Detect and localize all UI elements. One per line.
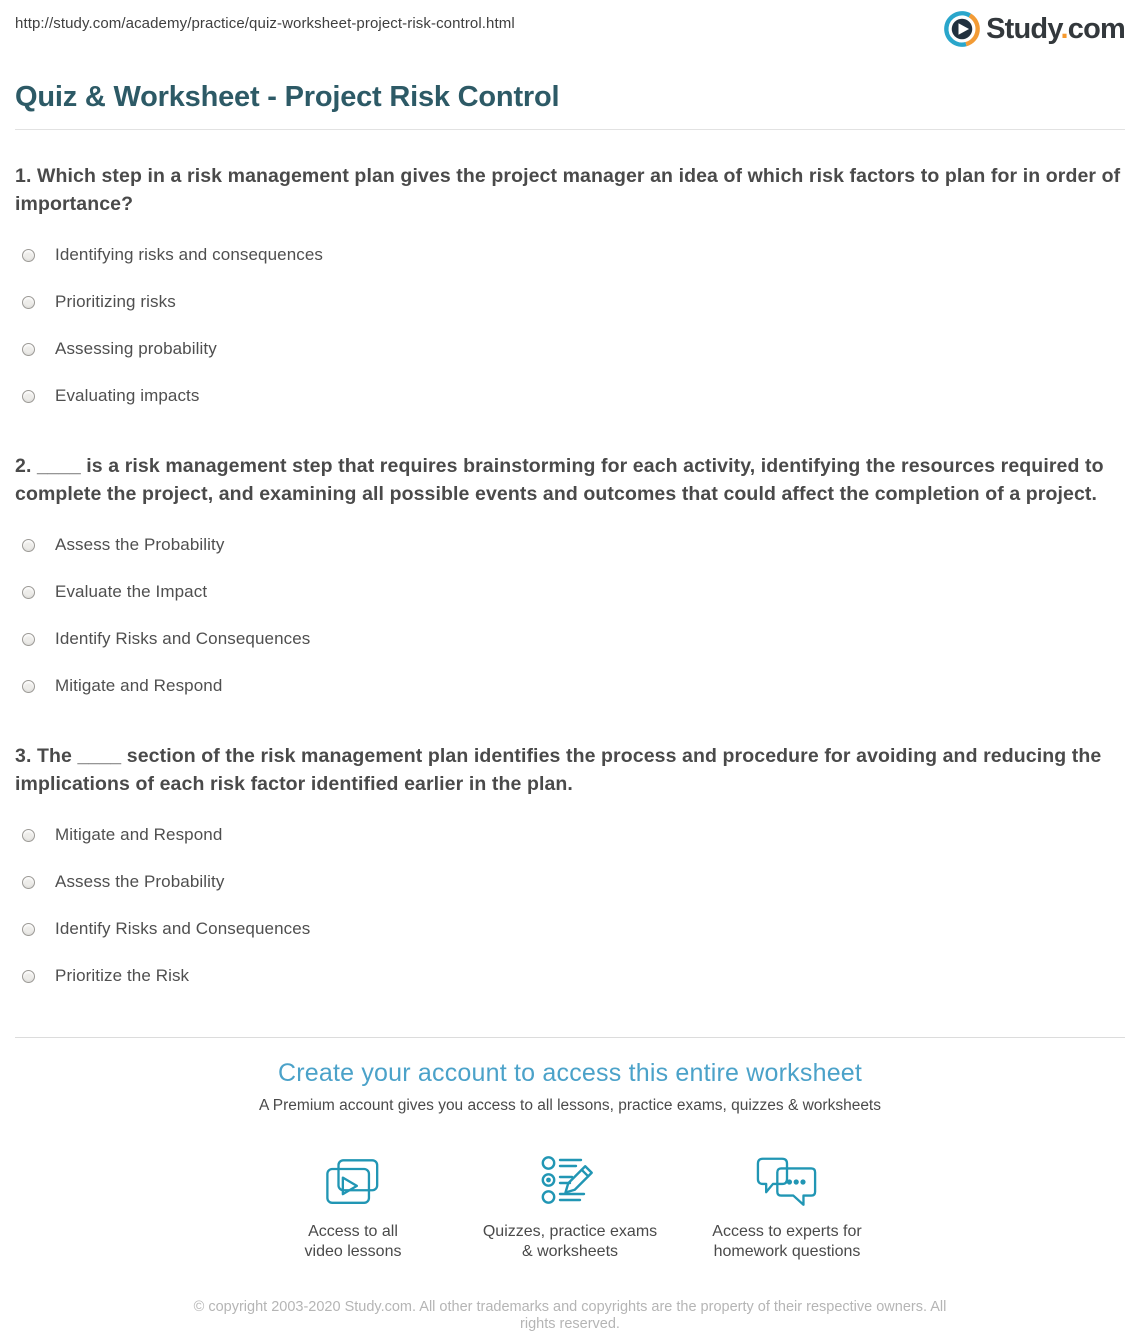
premium-subtext: A Premium account gives you access to all lessons, practice exams, quizzes & worksheets <box>259 1097 881 1114</box>
option-label[interactable]: Identify Risks and Consequences <box>55 629 311 648</box>
answer-option[interactable] <box>15 629 1125 649</box>
option-label[interactable]: Identify Risks and Consequences <box>55 919 311 938</box>
answer-option[interactable] <box>15 676 1125 696</box>
create-account-link[interactable]: Create your account to access this entire worksheet <box>277 1059 863 1087</box>
radio-button[interactable] <box>22 633 35 646</box>
answer-option[interactable] <box>15 919 1125 939</box>
question-3-options <box>15 825 1125 986</box>
question-3 <box>15 742 1125 986</box>
question-text: 3. The ____ section of the risk management plan identifies the process and procedure for avoiding and reducing the implications of each risk factor identified earlier in the plan. <box>15 745 1102 795</box>
question-2-options <box>15 535 1125 696</box>
feature-list <box>15 1151 1125 1262</box>
question-1-options <box>15 245 1125 406</box>
video-lessons-icon <box>245 1151 462 1209</box>
answer-option[interactable] <box>15 339 1125 359</box>
question-text: 2. ____ is a risk management step that requires brainstorming for each activity, identifying the resources required to complete the project, and examining all possible events and outcomes that could affect the completion of a project. <box>15 455 1104 505</box>
option-label[interactable]: Prioritizing risks <box>55 292 176 311</box>
answer-option[interactable] <box>15 535 1125 555</box>
answer-option[interactable] <box>15 872 1125 892</box>
radio-button[interactable] <box>22 829 35 842</box>
studycom-logo-icon <box>943 10 981 48</box>
radio-button[interactable] <box>22 680 35 693</box>
option-label[interactable]: Assessing probability <box>55 339 217 358</box>
radio-button[interactable] <box>22 390 35 403</box>
copyright-notice: © copyright 2003-2020 Study.com. All other trademarks and copyrights are the property of their respective owners. All rights reserved. <box>193 1299 947 1332</box>
radio-button[interactable] <box>22 296 35 309</box>
feature-label: Quizzes, practice exams & worksheets <box>482 1223 658 1260</box>
cta-divider <box>15 1037 1125 1038</box>
feature-label: Access to experts for homework questions <box>712 1223 862 1260</box>
option-label[interactable]: Identifying risks and consequences <box>55 245 324 264</box>
studycom-logo-text: Study.com <box>986 13 1125 45</box>
page-url: http://study.com/academy/practice/quiz-worksheet-project-risk-control.html <box>15 15 515 32</box>
radio-button[interactable] <box>22 970 35 983</box>
quiz-body <box>15 162 1125 986</box>
radio-button[interactable] <box>22 249 35 262</box>
radio-button[interactable] <box>22 539 35 552</box>
option-label[interactable]: Prioritize the Risk <box>55 966 190 985</box>
feature-video-lessons <box>245 1151 462 1262</box>
option-label[interactable]: Mitigate and Respond <box>55 676 223 695</box>
answer-option[interactable] <box>15 966 1125 986</box>
feature-expert-chat <box>679 1151 896 1262</box>
answer-option[interactable] <box>15 245 1125 265</box>
page-title: Quiz & Worksheet - Project Risk Control <box>15 81 560 113</box>
quizzes-worksheets-icon <box>462 1151 679 1209</box>
feature-label: Access to all video lessons <box>304 1223 402 1260</box>
option-label[interactable]: Assess the Probability <box>55 535 225 554</box>
question-text: 1. Which step in a risk management plan gives the project manager an idea of which risk factors to plan for in order of importance? <box>15 165 1121 215</box>
chat-experts-icon <box>679 1151 896 1209</box>
option-label[interactable]: Mitigate and Respond <box>55 825 223 844</box>
cta-section <box>15 1059 1125 1333</box>
title-divider <box>15 129 1125 130</box>
answer-option[interactable] <box>15 386 1125 406</box>
option-label[interactable]: Evaluate the Impact <box>55 582 208 601</box>
feature-quizzes-worksheets <box>462 1151 679 1262</box>
radio-button[interactable] <box>22 876 35 889</box>
answer-option[interactable] <box>15 292 1125 312</box>
radio-button[interactable] <box>22 923 35 936</box>
answer-option[interactable] <box>15 582 1125 602</box>
question-2 <box>15 452 1125 696</box>
studycom-logo[interactable] <box>943 10 1125 48</box>
option-label[interactable]: Evaluating impacts <box>55 386 200 405</box>
site-header <box>15 0 1125 48</box>
radio-button[interactable] <box>22 343 35 356</box>
radio-button[interactable] <box>22 586 35 599</box>
option-label[interactable]: Assess the Probability <box>55 872 225 891</box>
answer-option[interactable] <box>15 825 1125 845</box>
question-1 <box>15 162 1125 406</box>
